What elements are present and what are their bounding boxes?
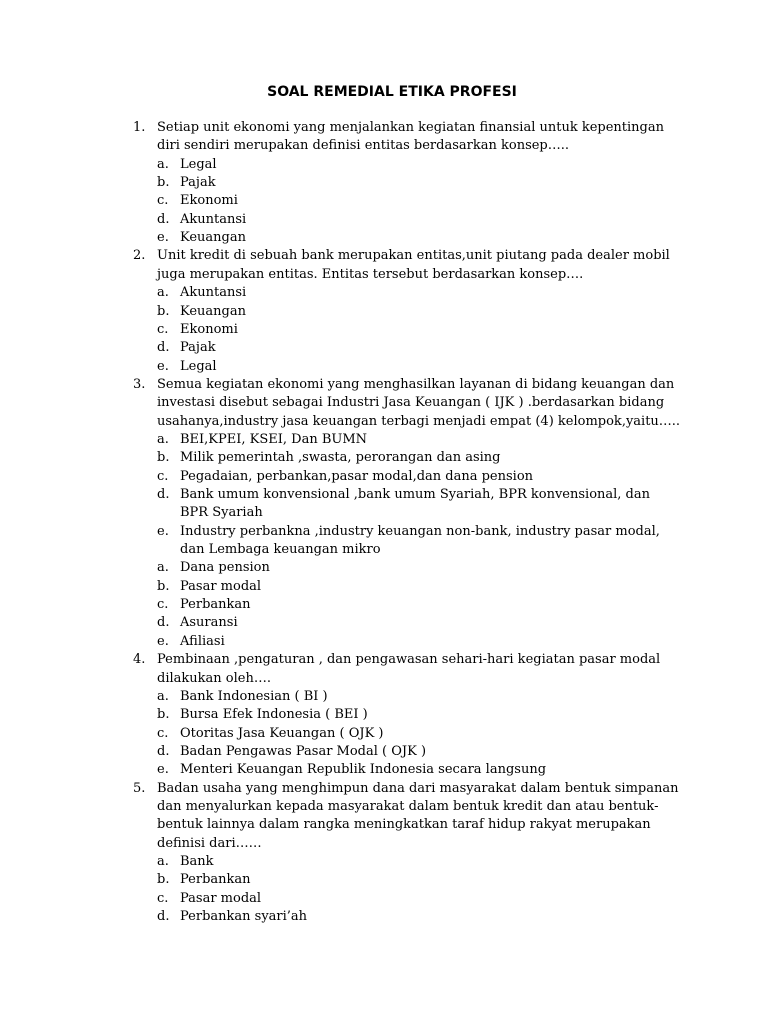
option-letter: c. xyxy=(157,193,169,209)
option-text: Bank Indonesian ( BI ) xyxy=(180,688,328,704)
question-number: 4. xyxy=(133,652,146,668)
question-text-line: diri sendiri merupakan definisi entitas berdasarkan konsep….. xyxy=(157,138,570,154)
option-text: Pajak xyxy=(180,175,216,191)
question-text-line: dilakukan oleh…. xyxy=(157,670,271,686)
option-text: Asuransi xyxy=(180,615,238,631)
option-text: Pegadaian, perbankan,pasar modal,dan dana pension xyxy=(180,468,534,484)
option-letter: a. xyxy=(157,285,169,301)
option-letter: c. xyxy=(157,597,169,613)
option-letter: a. xyxy=(157,560,169,576)
option-letter: b. xyxy=(157,175,170,191)
option-letter: b. xyxy=(157,707,170,723)
option-text: BPR Syariah xyxy=(180,505,263,521)
option-letter: b. xyxy=(157,303,170,319)
option-letter: c. xyxy=(157,890,169,906)
option-letter: b. xyxy=(157,450,170,466)
option-letter: a. xyxy=(157,854,169,869)
option-letter: e. xyxy=(157,230,169,246)
option-letter: a. xyxy=(157,431,169,447)
option-text: Keuangan xyxy=(180,303,246,319)
option-text: dan Lembaga keuangan mikro xyxy=(180,542,381,558)
option-text: Milik pemerintah ,swasta, perorangan dan asing xyxy=(180,450,501,466)
option-text: Badan Pengawas Pasar Modal ( OJK ) xyxy=(180,743,427,759)
option-text: Keuangan xyxy=(180,230,246,246)
question-text-line: usahanya,industry jasa keuangan terbagi menjadi empat (4) kelompok,yaitu….. xyxy=(157,413,681,429)
question-number: 3. xyxy=(133,376,146,392)
question-text-line: bentuk lainnya dalam rangka meningkatkan taraf hidup rakyat merupakan xyxy=(157,817,651,833)
option-text: Ekonomi xyxy=(180,193,238,209)
option-letter: d. xyxy=(157,615,170,631)
option-letter: b. xyxy=(157,578,170,594)
option-text: Menteri Keuangan Republik Indonesia secara langsung xyxy=(180,762,547,778)
option-letter: e. xyxy=(157,762,169,778)
question-text-line: Setiap unit ekonomi yang menjalankan kegiatan finansial untuk kepentingan xyxy=(157,120,664,135)
option-letter: c. xyxy=(157,725,169,741)
question-text-line: investasi disebut sebagai Industri Jasa Keuangan ( IJK ) .berdasarkan bidang xyxy=(157,395,665,411)
question-number: 1. xyxy=(133,120,146,135)
option-letter: e. xyxy=(157,523,169,539)
option-text: Pasar modal xyxy=(180,578,262,594)
option-text: Ekonomi xyxy=(180,321,238,337)
page-title: SOAL REMEDIAL ETIKA PROFESI xyxy=(267,84,517,100)
question-text-line: dan menyalurkan kepada masyarakat dalam bentuk kredit dan atau bentuk- xyxy=(157,798,659,814)
option-letter: e. xyxy=(157,358,169,374)
option-letter: a. xyxy=(157,156,169,172)
option-text: Dana pension xyxy=(180,560,270,576)
option-text: Akuntansi xyxy=(180,211,247,227)
option-text: Legal xyxy=(180,156,217,172)
question-text-line: definisi dari…… xyxy=(157,835,262,851)
option-letter: d. xyxy=(157,909,170,925)
question-text-line: Unit kredit di sebuah bank merupakan entitas,unit piutang pada dealer mobil xyxy=(157,248,670,264)
question-number: 2. xyxy=(133,248,146,264)
option-letter: e. xyxy=(157,633,169,649)
option-text: Otoritas Jasa Keuangan ( OJK ) xyxy=(180,725,384,741)
option-text: Afiliasi xyxy=(180,633,225,649)
question-text-line: Semua kegiatan ekonomi yang menghasilkan layanan di bidang keuangan dan xyxy=(157,376,675,392)
question-text-line: juga merupakan entitas. Entitas tersebut berdasarkan konsep…. xyxy=(157,266,584,282)
option-letter: d. xyxy=(157,211,170,227)
option-text: Perbankan syari’ah xyxy=(180,909,308,925)
option-text: Bursa Efek Indonesia ( BEI ) xyxy=(180,707,368,723)
option-text: Akuntansi xyxy=(180,285,247,301)
option-letter: d. xyxy=(157,487,170,502)
question-number: 5. xyxy=(133,780,146,796)
option-letter: c. xyxy=(157,468,169,484)
option-text: BEI,KPEI, KSEI, Dan BUMN xyxy=(180,431,368,447)
option-text: Pajak xyxy=(180,340,216,356)
option-letter: d. xyxy=(157,743,170,759)
option-text: Bank umum konvensional ,bank umum Syariah, BPR konvensional, dan xyxy=(180,487,651,502)
option-text: Perbankan xyxy=(180,872,251,888)
option-letter: d. xyxy=(157,340,170,356)
option-text: Pasar modal xyxy=(180,890,262,906)
option-letter: c. xyxy=(157,321,169,337)
option-text: Perbankan xyxy=(180,597,251,613)
question-text-line: Badan usaha yang menghimpun dana dari masyarakat dalam bentuk simpanan xyxy=(157,780,679,796)
option-letter: b. xyxy=(157,872,170,888)
option-letter: a. xyxy=(157,688,169,704)
option-text: Bank xyxy=(180,854,214,869)
option-text: Industry perbankna ,industry keuangan non-bank, industry pasar modal, xyxy=(180,523,660,539)
question-text-line: Pembinaan ,pengaturan , dan pengawasan sehari-hari kegiatan pasar modal xyxy=(157,652,661,668)
option-text: Legal xyxy=(180,358,217,374)
